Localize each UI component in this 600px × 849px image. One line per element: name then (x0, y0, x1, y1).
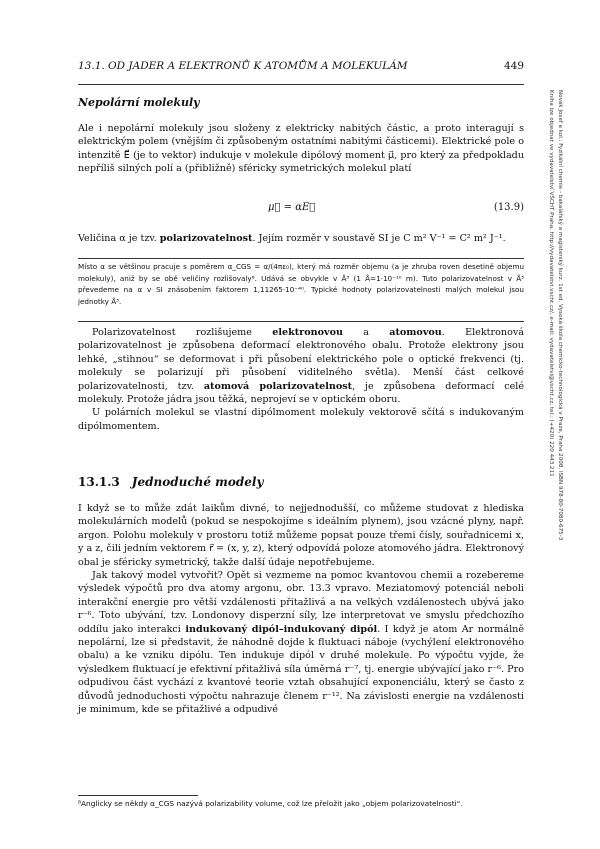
footnote (78, 798, 524, 809)
polarizability-after: . Jejím rozměr v soustavě SI je C m² V⁻¹ = C² m² J⁻¹. (252, 233, 506, 244)
footnote-rule (78, 795, 198, 796)
term-atomic-polarizability: atomová polarizovatelnost (203, 380, 353, 392)
term-induced-dipole: indukovaný dipól–indukovaný dipól (185, 623, 378, 635)
paragraph-2-block (78, 326, 524, 433)
paragraph-1: Ale i nepolární molekuly jsou složeny z elektricky nabitých částic, a proto interagují s elektrickým polem (vnějším či způsobeným ostatními nabitými částicemi). Elektrické pole o intenzitě E⃗ (je to vektor) indukuje v molekule dipólový moment μ⃗, pro který za předpokladu nepříliš silných polí a (přibližně) sféricky symetrických molekul platí (78, 123, 524, 175)
header-rule (78, 84, 524, 85)
running-title: 13.1. OD JADER A ELEKTRONŮ K ATOMŮM A MOLEKULÁM (78, 60, 408, 72)
running-header (78, 60, 524, 78)
section-number: 13.1.3 (78, 475, 120, 489)
footnote-text: ⁸Anglicky se někdy α_CGS nazývá polarizability volume, což lze přeložit jako „objem polarizovatelnosti“. (78, 799, 463, 808)
polarizability-definition (78, 232, 524, 245)
term-electron-polarizability: elektronovou (272, 327, 343, 338)
paragraph-2: Polarizovatelnost rozlišujeme elektronovou a atomovou. Elektronová polarizovatelnost je způsobena deformací elektronového obalu. Protože elektrony jsou lehké, „stihnou“ se deformovat i při působení elektrického pole o optické frekvenci (tj. molekuly se polarizují při působení viditelného světla). Menší část celkové polarizovatelnosti, tzv. atomová polarizovatelnost, je způsobena deformací celé molekuly. Protože jádra jsou těžká, neprojeví se v optickém oboru. (78, 327, 524, 406)
equation-13-9 (78, 202, 524, 216)
equation-number: (13.9) (493, 202, 524, 213)
term-atomic: atomovou (389, 327, 442, 338)
section-heading (78, 475, 263, 489)
polarizability-before: Veličina α je tzv. (78, 233, 160, 244)
equation-formula: μ⃗ = αE⃗ (268, 202, 316, 213)
page-number: 449 (503, 60, 524, 72)
note-box-text: Místo α se většinou pracuje s poměrem α_CGS = α/(4πε₀), který má rozměr objemu (a je zhruba roven desetině objemu molekuly), aniž by se obě veličiny rozlišovaly⁸. Udává se obvykle v Å³ (1 Å=1·10⁻¹⁰ m). Tuto polarizovatelnost v Å³ převedeme na α v SI znásobením faktorem 1,11265·10⁻⁴⁰. Typické hodnoty polarizovatelnosti malých molekul jsou jednotky Å³. (78, 262, 524, 306)
polarizability-term: polarizovatelnost (159, 233, 253, 244)
note-box (78, 258, 524, 322)
paragraph-4-block (78, 502, 524, 717)
paragraph-1-block (78, 122, 524, 176)
paragraph-3: U polárních molekul se vlastní dipólmoment molekuly vektorově sčítá s indukovaným dipólmomentem. (78, 407, 524, 432)
side-citation-line-1: Novák Josef a kol.: Fyzikální chemie - bakalářský a magisterský kurz. 1st ed. Vysoká škola chemicko-technologická v Praze, Praha 2008. ISBN 978-80-7080-675-3 (557, 90, 563, 541)
paragraph-4: I když se to může zdát laikům divné, to nejjednodušší, co můžeme studovat z hlediska molekulárních modelů (pokud se nespokojíme s ideálním plynem), jsou vzácné plyny, např. argon. Polohu molekuly v prostoru totiž můžeme popsat pouze třemi čísly, souřadnicemi x, y a z, čili jedním vektorem r⃗ = (x, y, z), který odpovídá poloze atomového jádra. Elektronový obal je sféricky symetrický, takže další údaje nepotřebujeme. (78, 503, 524, 568)
subsection-title: Nepolární molekuly (78, 96, 200, 109)
side-citation (530, 90, 600, 820)
section-title: Jednoduché modely (131, 475, 264, 489)
paragraph-5: Jak takový model vytvořit? Opět si vezmeme na pomoc kvantovou chemii a rozebereme výsledek výpočtů pro dva atomy argonu, obr. 13.3 vpravo. Meziatomový potenciál neboli interakční energie pro větší vzdálenosti přitažlivá a na velkých vzdálenostech ubývá jako r⁻⁶. Toto ubývání, tzv. Londonovy disperzní síly, lze interpretovat ve smyslu předchozího oddílu jako interakci indukovaný dipól–indukovaný dipól. I když je atom Ar normálně nepolární, lze si představit, že náhodně dojde k fluktuaci náboje (vychýlení elektronového obalu) a ke vzniku dipólu. Ten indukuje dipól v druhé molekule. Po výpočtu vyjde, že výsledkem fluktuací je efektivní přitažlivá síla úměrná r⁻⁷, tj. energie ubývající jako r⁻⁶. Pro odpudivou část vychází z kvantové teorie vztah obsahující exponenciálu, který se často z důvodů jednoduchosti výpočtu nahrazuje členem r⁻¹². Na závislosti energie na vzdálenosti je minimum, kde se přitažlivé a odpudivé (78, 570, 524, 716)
side-citation-line-2: Kniha lze objednat ve vydavatelství VŠCHT Praha, http://vydavatelstvi.vscht.cz/, e-mail: vydavatelstvi@vscht.cz, tel.: (+420) 220 443 211 (548, 90, 554, 477)
